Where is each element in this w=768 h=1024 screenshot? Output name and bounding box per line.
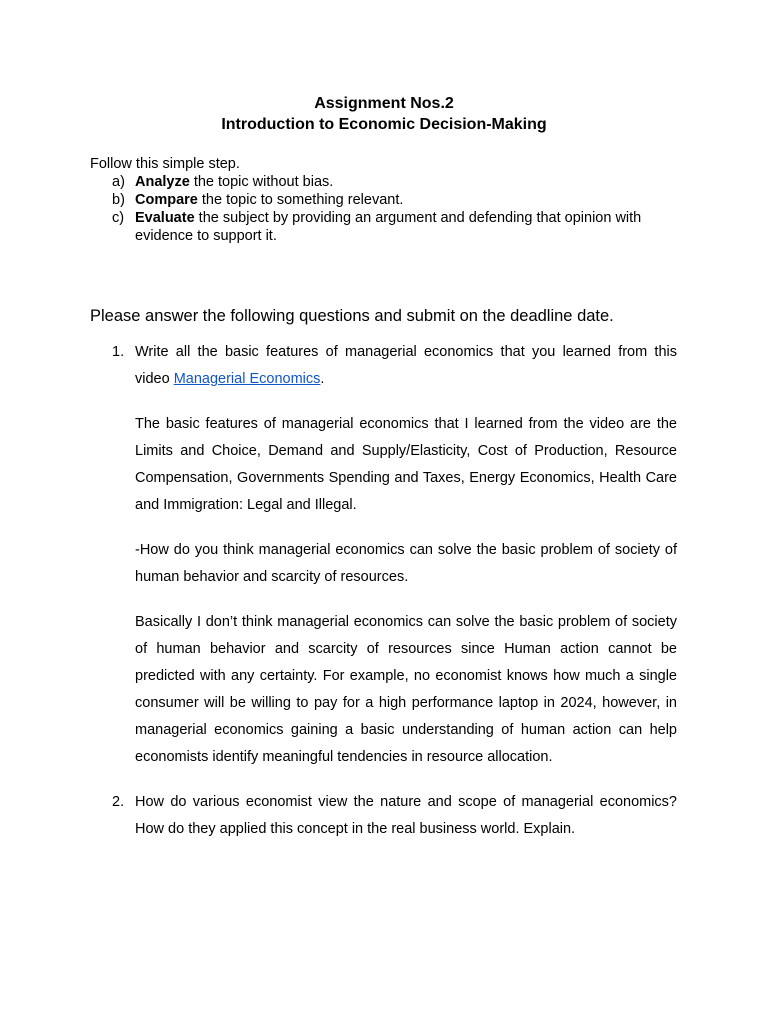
question-text: How do various economist view the nature and scope of managerial economics? How do they applied this concept in the real business world. Explain.: [135, 794, 677, 837]
sub-question: -How do you think managerial economics can solve the basic problem of society of human behavior and scarcity of resources.: [135, 542, 677, 585]
step-keyword: Evaluate: [135, 210, 195, 226]
instructions-lead: Follow this simple step.: [90, 156, 240, 172]
steps-list: [90, 173, 680, 245]
managerial-economics-link[interactable]: Managerial Economics: [173, 371, 321, 387]
step-text: the topic without bias.: [189, 174, 334, 190]
assignment-topic: Introduction to Economic Decision-Making: [221, 116, 547, 133]
question-text: [135, 339, 677, 393]
questions-list: [90, 339, 677, 861]
step-text: the subject by providing an argument and defending that opinion with evidence to support it.: [135, 210, 642, 244]
assignment-number: Assignment Nos.2: [314, 95, 454, 112]
step-evaluate: [90, 209, 680, 245]
question-item: [90, 339, 677, 771]
answer-paragraph: The basic features of managerial economics that I learned from the video are the Limits and Choice, Demand and Supply/Elasticity, Cost of Production, Resource Compensation, Governments Spending and Taxes, Energy Economics, Health Care and Immigration: Legal and Illegal.: [135, 416, 677, 513]
answer-paragraph: Basically I don’t think managerial economics can solve the basic problem of society of human behavior and scarcity of resources since Human action cannot be predicted with any certainty. For example, no economist knows how much a single consumer will be willing to pay for a high performance laptop in 2024, however, in managerial economics gaining a basic understanding of human action can help economists identify meaningful tendencies in resource allocation.: [135, 614, 677, 765]
question-number: 2.: [112, 794, 125, 810]
step-compare: [90, 191, 680, 209]
questions-prompt: Please answer the following questions and submit on the deadline date.: [90, 307, 614, 325]
step-analyze: [90, 173, 680, 191]
step-marker: a): [112, 174, 125, 190]
question-text-end: .: [320, 371, 325, 387]
question-text-part: Write all the basic features of managerial economics that you learned from this video: [135, 344, 677, 387]
step-keyword: Compare: [135, 192, 198, 208]
step-text: the topic to something relevant.: [197, 192, 404, 208]
step-marker: c): [112, 210, 125, 226]
step-keyword: Analyze: [135, 174, 190, 190]
document-title: [0, 93, 768, 135]
step-marker: b): [112, 192, 125, 208]
instructions: [90, 155, 680, 245]
question-number: 1.: [112, 344, 125, 360]
question-item: [90, 789, 677, 843]
